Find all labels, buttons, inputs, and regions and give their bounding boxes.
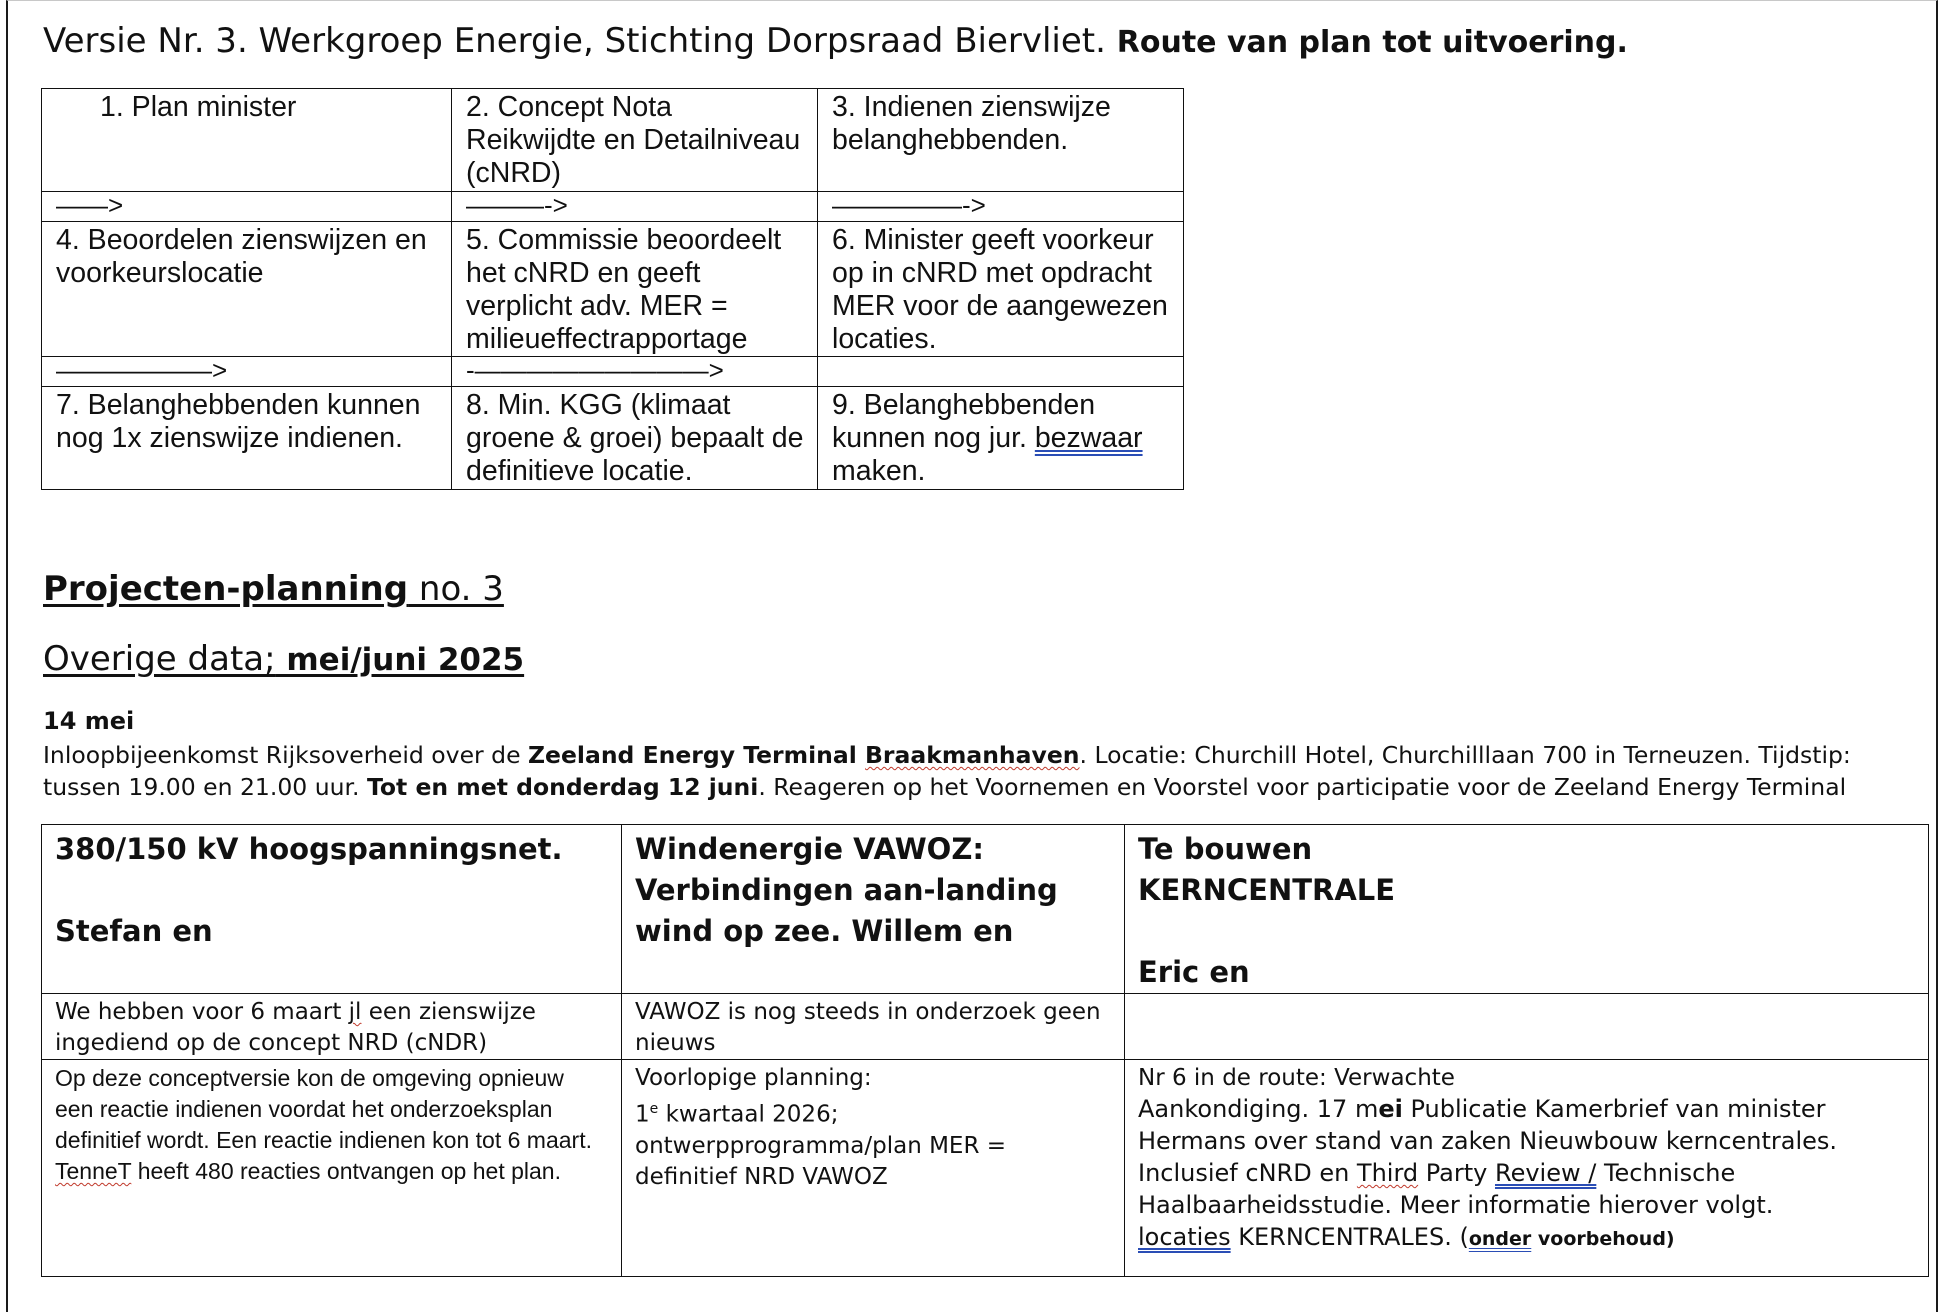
row2-kc-onder: onder	[1468, 1228, 1532, 1250]
row1-kc	[1125, 994, 1929, 1060]
row2-kc-e: KERNCENTRALES. (	[1230, 1223, 1469, 1251]
planning-number: no. 3	[408, 569, 504, 609]
route-arrow-row	[42, 357, 1184, 387]
route-arrow: ——>	[42, 192, 452, 222]
event-terminal: Zeeland Energy Terminal	[528, 741, 865, 769]
row2-kc-b: Publicatie Kamerbrief van minister Hermans over stand van zaken Nieuwbouw kerncentrales. Inclusief cNRD en	[1138, 1095, 1838, 1187]
row2-wind-l3: ontwerpprogramma/plan MER = definitief NRD VAWOZ	[635, 1132, 1007, 1190]
row1-net-a: We hebben voor 6 maart	[55, 999, 349, 1025]
row2-kc-d: Technische Haalbaarheidsstudie. Meer informatie hierover volgt.	[1138, 1159, 1774, 1219]
row1-net-jl: jl	[348, 999, 362, 1025]
route-row	[42, 387, 1184, 490]
title-regular: Versie Nr. 3. Werkgroep Energie, Stichting Dorpsraad Biervliet.	[43, 21, 1106, 61]
event-paragraph	[43, 739, 1943, 803]
projects-row	[42, 1060, 1929, 1277]
header-net-title: 380/150 kV hoogspanningsnet.	[55, 832, 563, 866]
row2-kc-review: Review /	[1494, 1159, 1597, 1187]
header-net-owner: Stefan en	[55, 914, 213, 948]
row2-net-tennet: TenneT	[55, 1158, 132, 1184]
row2-wind-l2: kwartaal 2026;	[658, 1101, 839, 1128]
route-arrow: -—————————>	[452, 357, 818, 387]
header-hoogspanningsnet	[42, 825, 622, 994]
route-cell: 7. Belanghebbenden kunnen nog 1x zienswijze indienen.	[42, 387, 452, 490]
planning-heading	[43, 569, 504, 609]
event-line-2	[43, 771, 1943, 803]
cell-9-prefix: 9. Belanghebbenden kunnen nog jur.	[832, 389, 1096, 454]
projects-header-row	[42, 825, 1929, 994]
event-time: tussen 19.00 en 21.00 uur.	[43, 773, 367, 801]
route-cell: 8. Min. KGG (klimaat groene & groei) bepaalt de definitieve locatie.	[452, 387, 818, 490]
route-cell: 1. Plan minister	[42, 89, 452, 192]
route-arrow: ——————>	[42, 357, 452, 387]
route-table	[41, 88, 1184, 490]
row2-kc-a: Aankondiging. 17 m	[1138, 1095, 1379, 1123]
event-location: . Locatie: Churchill Hotel, Churchilllaan 700 in Terneuzen. Tijdstip:	[1079, 741, 1851, 769]
row2-kc-voorbehoud: voorbehoud)	[1531, 1228, 1675, 1250]
row1-net-b: een zienswijze ingediend op de concept NRD (cNDR)	[55, 999, 536, 1056]
cell-9-bezwaar: bezwaar	[1034, 422, 1143, 454]
event-text: Inloopbijeenkomst Rijksoverheid over de	[43, 741, 528, 769]
row2-kc-ei: ei	[1378, 1095, 1403, 1123]
row2-kc-body	[1138, 1095, 1837, 1251]
row2-net-a: Op deze conceptversie kon de omgeving opnieuw een reactie indienen voordat het onderzoeksplan definitief wordt. Een reactie indienen kon tot 6 maart.	[55, 1065, 592, 1153]
projects-table	[41, 824, 1929, 1277]
route-arrow: —————->	[818, 192, 1184, 222]
route-row	[42, 89, 1184, 192]
row1-wind: VAWOZ is nog steeds in onderzoek geen nieuws	[622, 994, 1125, 1060]
event-braakmanhaven: Braakmanhaven	[865, 741, 1080, 769]
row2-net	[42, 1060, 622, 1277]
cell-9-suffix: maken.	[832, 455, 926, 487]
route-arrow-row	[42, 192, 1184, 222]
route-cell: 5. Commissie beoordeelt het cNRD en geeft verplicht adv. MER = milieueffectrapportage	[452, 222, 818, 357]
route-arrow	[818, 357, 1184, 387]
route-cell: 3. Indienen zienswijze belanghebbenden.	[818, 89, 1184, 192]
row2-kc-c: Party	[1418, 1159, 1495, 1187]
event-deadline: Tot en met donderdag 12 juni	[366, 773, 759, 801]
header-kc-owner: Eric en	[1138, 955, 1250, 989]
row2-net-b: heeft 480 reacties ontvangen op het plan.	[131, 1158, 561, 1184]
row2-wind	[622, 1060, 1125, 1277]
route-cell: 6. Minister geeft voorkeur op in cNRD met opdracht MER voor de aangewezen locaties.	[818, 222, 1184, 357]
overige-period: mei/juni 2025	[275, 642, 525, 678]
event-date: 14 mei	[43, 707, 135, 735]
planning-title: Projecten-planning	[43, 569, 409, 609]
route-cell: 2. Concept Nota Reikwijdte en Detailniveau (cNRD)	[452, 89, 818, 192]
header-kc-line1: Te bouwen	[1138, 832, 1313, 866]
projects-row	[42, 994, 1929, 1060]
header-windenergie: Windenergie VAWOZ: Verbindingen aan-landing wind op zee. Willem en	[622, 825, 1125, 994]
overige-heading	[43, 639, 524, 679]
event-line-1	[43, 739, 1943, 771]
row2-kc-l1: Nr 6 in de route: Verwachte	[1138, 1065, 1455, 1091]
row2-wind-sup: e	[649, 1101, 659, 1117]
route-cell-9	[818, 387, 1184, 490]
row1-net	[42, 994, 622, 1060]
row2-wind-num: 1	[635, 1101, 650, 1128]
document-title	[43, 21, 1628, 61]
route-row	[42, 222, 1184, 357]
header-kc-line2: KERNCENTRALE	[1138, 873, 1396, 907]
event-react: . Reageren op het Voornemen en Voorstel voor participatie voor de Zeeland Energy Terminal	[758, 773, 1847, 801]
row2-kc-third: Third	[1356, 1159, 1419, 1187]
row2-wind-l1: Voorlopige planning:	[635, 1065, 872, 1091]
title-bold: Route van plan tot uitvoering.	[1116, 25, 1628, 60]
row2-kc	[1125, 1060, 1929, 1277]
overige-label: Overige data;	[43, 639, 276, 679]
document-page	[6, 0, 1938, 1312]
header-kerncentrale	[1125, 825, 1929, 994]
route-cell: 4. Beoordelen zienswijzen en voorkeurslocatie	[42, 222, 452, 357]
row2-kc-locaties: locaties	[1138, 1223, 1231, 1251]
route-arrow: ———->	[452, 192, 818, 222]
